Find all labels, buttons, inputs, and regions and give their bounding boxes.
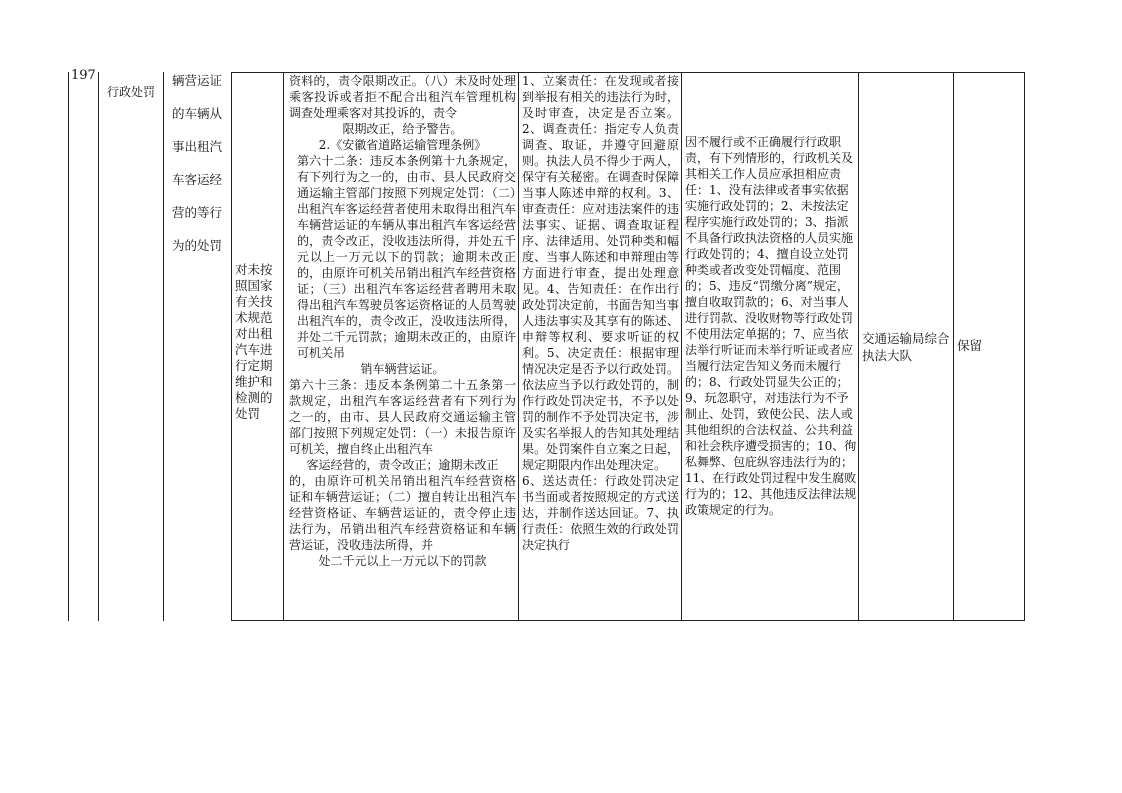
basis-law-title: 2.《安徽省道路运输管理条例》 [318, 138, 487, 152]
row-note [955, 72, 1025, 621]
row-liability [682, 72, 857, 621]
basis-paragraph: 客运经营的，责令改正；逾期未改正 [306, 458, 499, 472]
item-name-line: 术规范 [235, 310, 273, 325]
col-divider [953, 72, 954, 621]
row-category-text: 行政处罚 [107, 85, 156, 99]
col-divider [283, 72, 284, 621]
item-name-line: 对出租 [235, 326, 273, 341]
row-category [99, 68, 163, 617]
note-text: 保留 [957, 338, 983, 353]
subitem-line: 的车辆从 [172, 105, 223, 121]
basis-paragraph: 第六十二条：违反本条例第十九条规定，有下列行为之一的，由市、县人民政府交通运输主管部门按照下列规定处罚：（二）出租汽车客运经营者使用未取得出租汽车车辆营运证的车辆从事出租汽车客运经营的，责令改正，没收违法所得，并处五千元以上一万元以下的罚款；逾期未改正的，由原许可机关吊销出租汽车经营资格证；（三）出租汽车客运经营者聘用未取得出租汽车驾驶员客运资格证的人员驾驶出租汽车的，责令改正，没收违法所得，并处二千元罚款；逾期未改正的，由原许可机关吊 [297, 154, 516, 360]
subitem-line: 营的等行 [172, 204, 223, 220]
item-name-line: 对未按 [235, 262, 273, 277]
col-divider [858, 72, 859, 621]
subitem-line: 为的处罚 [172, 237, 223, 253]
basis-paragraph: 销车辆营运证。 [360, 362, 445, 376]
item-name-line: 维护和 [235, 374, 273, 389]
basis-paragraph: 第六十三条：违反本条例第二十五条第一款规定，出租汽车客运经营者有下列行为之一的，由市、县人民政府交通运输主管部门按照下列规定处罚：（一）未报告原许可机关，擅自终止出租汽车 [289, 378, 516, 456]
item-name-line: 有关技 [235, 294, 273, 309]
row-subitem [166, 56, 230, 605]
responsibility-text: 6、送达责任：行政处罚决定书当面或者按照规定的方式送达，并制作送达回证。7、执行责任：依照生效的行政处罚决定执行 [522, 474, 679, 552]
item-name-line: 照国家 [235, 278, 273, 293]
row-item-name [232, 72, 282, 621]
row-number-text: 197 [71, 68, 96, 83]
basis-paragraph: 处二千元以上一万元以下的罚款 [318, 554, 487, 568]
basis-paragraph: 资料的，责令限期改正。（八）未及时处理乘客投诉或者拒不配合出租汽车管理机构调查处理乘客对其投诉的，责令 [289, 74, 516, 120]
subitem-line: 辆营运证 [172, 72, 223, 88]
row-number [68, 68, 98, 617]
department-text: 交通运输局综合执法大队 [862, 331, 950, 363]
item-name-line: 处罚 [235, 406, 261, 421]
item-name-line: 汽车进 [235, 342, 273, 357]
item-name-line: 检测的 [235, 390, 273, 405]
row-responsibility [519, 72, 679, 621]
basis-paragraph: 的，由原许可机关吊销出租汽车经营资格证和车辆营运证；（二）擅自转让出租汽车经营资格证、车辆营运证的，责令停止违法行为，吊销出租汽车经营资格证和车辆营运证，没收违法所得，并 [289, 474, 516, 552]
liability-text: 因不履行或不正确履行行政职责，有下列情形的，行政机关及其相关工作人员应承担相应责任：1、没有法律或者事实依据实施行政处罚的；2、未按法定程序实施行政处罚的；3、指派不具备行政执法资格的人员实施行政处罚的；4、擅自设立处罚种类或者改变处罚幅度、范围的；5、违反“罚缴分离”规定，擅自收取罚款的；6、对当事人进行罚款、没收财物等行政处罚不使用法定单据的；7、应当依法举行听证而未举行听证或者应当履行法定告知义务而未履行的；8、行政处罚显失公正的；9、玩忽职守，对违法行为不予制止、处罚，致使公民、法人或其他组织的合法权益、公共利益和社会秩序遭受损害的；10、徇私舞弊、包庇纵容违法行为的；11、在行政处罚过程中发生腐败行为的；12、其他违反法律法规政策规定的行为。 [685, 135, 857, 517]
col-divider [163, 72, 164, 621]
basis-paragraph: 限期改正，给予警告。 [342, 122, 463, 136]
subitem-line: 车客运经 [172, 171, 223, 187]
subitem-line: 事出租汽 [172, 138, 223, 154]
item-name-line: 行定期 [235, 358, 273, 373]
responsibility-text: 1、立案责任：在发现或者接到举报有相关的违法行为时，及时审查，决定是否立案。2、调查责任：指定专人负责调查、取证，并遵守回避原则。执法人员不得少于两人，保守有关秘密。在调查时保障当事人陈述申辩的权利。3、审查责任：应对违法案件的违法事实、证据、调查取证程序、法律适用、处罚种类和幅度、当事人陈述和申辩理由等方面进行审查，提出处理意见。4、告知责任：在作出行政处罚决定前，书面告知当事人违法事实及其享有的陈述、申辩等权利、要求听证的权利。5、决定责任：根据审理情况决定是否予以行政处罚。依法应当予以行政处罚的，制作行政处罚决定书，不予以处罚的制作不予处罚决定书，涉及实名举报人的告知其处理结果。处罚案件自立案之日起，规定期限内作出处理决定。 [522, 74, 679, 472]
row-legal-basis [286, 72, 518, 621]
row-department [860, 72, 952, 621]
